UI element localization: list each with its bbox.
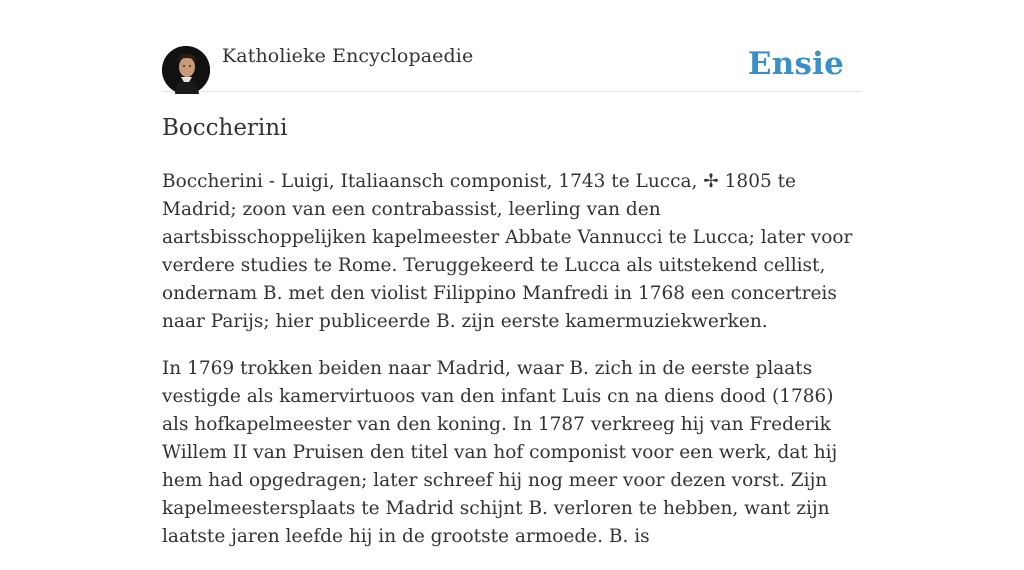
source-name[interactable]: Katholieke Encyclopaedie xyxy=(222,45,474,67)
page xyxy=(162,0,862,547)
header xyxy=(162,0,862,92)
paragraph: In 1769 trokken beiden naar Madrid, waar B. zich in de eerste plaats vestigde als kamervirtuoos van den infant Luis cn na diens dood (1786) als hofkapelmeester van den koning. In 1787 verkreeg hij van Frederik Willem II van Pruisen den titel van hof componist voor een werk, dat hij hem had opgedragen; later schreef hij nog meer voor dezen vorst. Zijn kapelmeestersplaats te Madrid schijnt B. verloren te hebben, want zijn laatste jaren leefde hij in de grootste armoede. B. is xyxy=(162,358,838,547)
source-avatar[interactable] xyxy=(162,46,210,94)
portrait-icon xyxy=(162,46,210,94)
article-title: Boccherini xyxy=(162,115,288,141)
paragraph: Boccherini - Luigi, Italiaansch componist, 1743 te Lucca, ✢ 1805 te Madrid; zoon van een contrabassist, leerling van den aartsbisschoppelijken kapelmeester Abbate Vannucci te Lucca; later voor verdere studies te Rome. Teruggekeerd te Lucca als uitstekend cellist, ondernam B. met den violist Filippino Manfredi in 1768 een concertreis naar Parijs; hier publiceerde B. zijn eerste kamermuziekwerken. xyxy=(162,171,853,332)
brand-logo[interactable]: Ensie xyxy=(747,46,844,82)
article-body xyxy=(162,168,862,570)
